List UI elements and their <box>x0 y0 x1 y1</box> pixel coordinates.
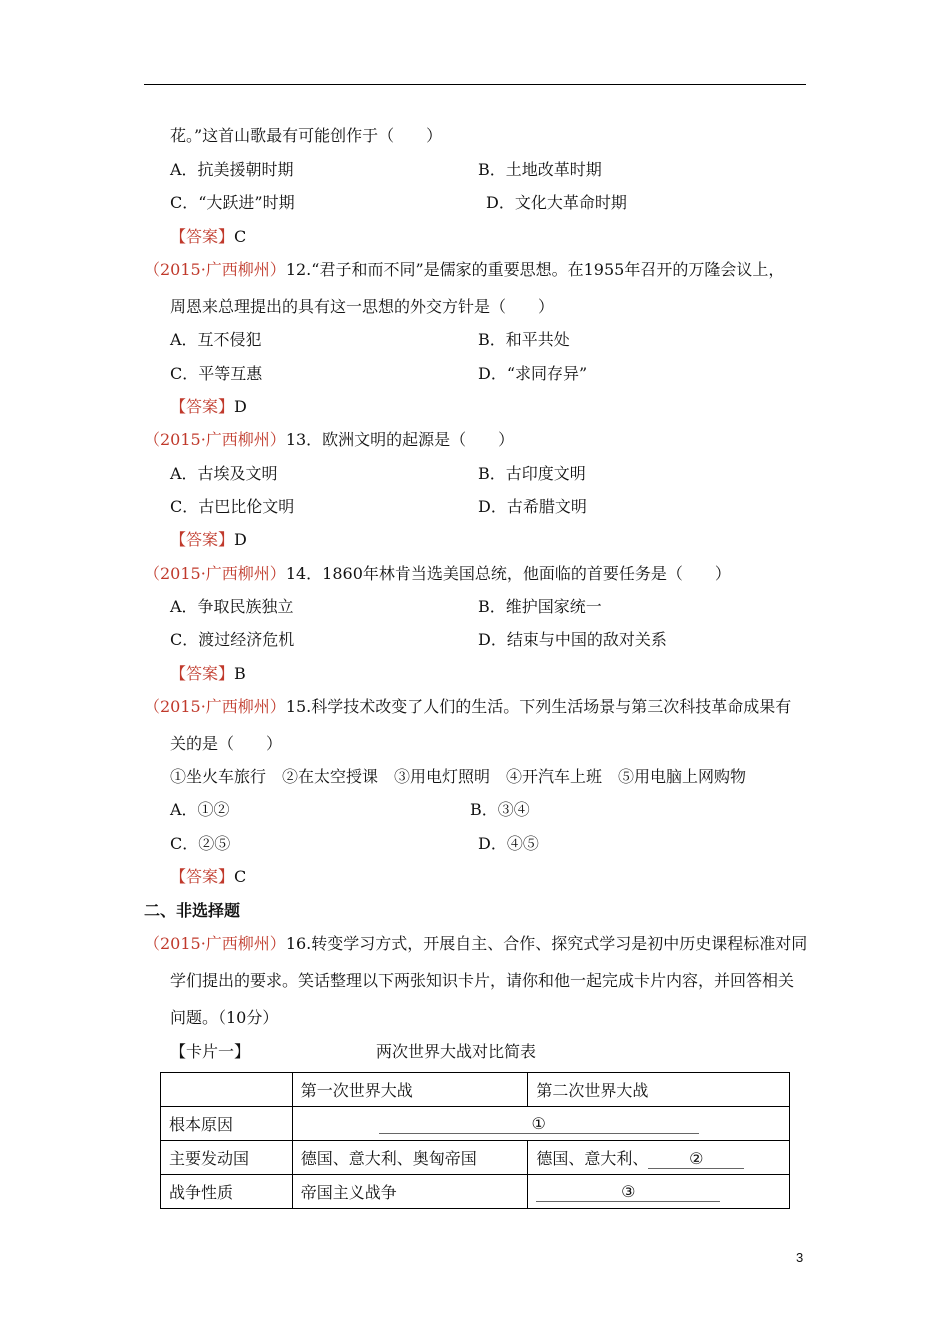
question-source: （2015·广西柳州） <box>144 697 286 716</box>
q13-option-a: A．古埃及文明 <box>170 464 278 483</box>
table-header-cell: 第一次世界大战 <box>292 1073 528 1107</box>
q12-stem-text: 12.“君子和而不同”是儒家的重要思想。在1955年召开的万隆会议上， <box>285 260 785 279</box>
question-source: （2015·广西柳州） <box>144 934 286 953</box>
q13-option-b: B．古印度文明 <box>478 464 586 483</box>
q14-option-c: C．渡过经济危机 <box>170 630 295 649</box>
row-label: 战争性质 <box>161 1175 293 1209</box>
q11-option-b: B．土地改革时期 <box>478 160 602 179</box>
card-label: 【卡片一】 <box>170 1042 251 1061</box>
q14-option-d: D．结束与中国的敌对关系 <box>478 630 667 649</box>
q14-stem-text: 14．1860年林肯当选美国总统，他面临的首要任务是（ ） <box>285 564 731 583</box>
q16-stem-line1 <box>144 934 807 954</box>
q12-stem-line2: 周恩来总理提出的具有这一思想的外交方针是（ ） <box>170 297 555 316</box>
table-header-cell <box>161 1073 293 1107</box>
fill-blank-2[interactable]: ② <box>648 1150 744 1169</box>
answer-value: C <box>234 867 247 886</box>
q13-option-c: C．古巴比伦文明 <box>170 497 295 516</box>
q12-stem-line1 <box>144 260 784 280</box>
question-source: （2015·广西柳州） <box>144 260 286 279</box>
q12-option-c: C．平等互惠 <box>170 364 263 383</box>
q11-option-a: A．抗美援朝时期 <box>170 160 294 179</box>
answer-value: C <box>234 227 247 246</box>
answer-label: 【答案】 <box>170 227 235 246</box>
q11-stem: 花。”这首山歌最有可能创作于（ ） <box>170 126 443 145</box>
answer-label: 【答案】 <box>170 530 235 549</box>
table-cell: 德国、意大利、奥匈帝国 <box>292 1141 528 1175</box>
q16-stem-line3: 问题。（10分） <box>170 1008 279 1027</box>
table-cell <box>528 1175 790 1209</box>
q15-option-d: D．④⑤ <box>478 834 539 853</box>
q16-stem-line2: 学们提出的要求。笑话整理以下两张知识卡片，请你和他一起完成卡片内容，并回答相关 <box>170 971 795 990</box>
answer-label: 【答案】 <box>170 397 235 416</box>
row-label: 主要发动国 <box>161 1141 293 1175</box>
q12-option-d: D．“求同存异” <box>478 364 588 383</box>
header-rule <box>144 84 806 85</box>
q14-option-b: B．维护国家统一 <box>478 597 602 616</box>
answer-label: 【答案】 <box>170 867 235 886</box>
page-number: 3 <box>796 1250 804 1265</box>
table-row <box>161 1107 790 1141</box>
q14-answer <box>170 664 246 684</box>
q13-stem-text: 13．欧洲文明的起源是（ ） <box>285 430 515 449</box>
q15-stem-line1 <box>144 697 791 717</box>
q11-option-d: D．文化大革命时期 <box>486 193 627 212</box>
question-source: （2015·广西柳州） <box>144 564 286 583</box>
q15-stem-text: 15.科学技术改变了人们的生活。下列生活场景与第三次科技革命成果有 <box>285 697 792 716</box>
q13-stem <box>144 430 514 450</box>
q14-option-a: A．争取民族独立 <box>170 597 294 616</box>
answer-value: D <box>234 530 247 549</box>
q16-stem-text: 16.转变学习方式，开展自主、合作、探究式学习是初中历史课程标准对同 <box>285 934 808 953</box>
table-header-row <box>161 1073 790 1107</box>
fill-blank-cell <box>292 1107 789 1141</box>
row-label: 根本原因 <box>161 1107 293 1141</box>
answer-label: 【答案】 <box>170 664 235 683</box>
q15-option-b: B．③④ <box>470 800 530 819</box>
q11-answer <box>170 227 246 247</box>
q12-answer <box>170 397 247 417</box>
fill-blank-1[interactable]: ① <box>379 1115 699 1134</box>
question-source: （2015·广西柳州） <box>144 430 286 449</box>
fill-blank-3[interactable]: ③ <box>536 1183 720 1202</box>
table-header-cell: 第二次世界大战 <box>528 1073 790 1107</box>
q11-option-c: C．“大跃进”时期 <box>170 193 295 212</box>
q14-stem <box>144 564 731 584</box>
card-title: 两次世界大战对比简表 <box>376 1042 537 1061</box>
table-cell: 帝国主义战争 <box>292 1175 528 1209</box>
q12-option-a: A．互不侵犯 <box>170 330 262 349</box>
answer-value: B <box>234 664 246 683</box>
q15-option-a: A．①② <box>170 800 230 819</box>
q13-answer <box>170 530 247 550</box>
q13-option-d: D．古希腊文明 <box>478 497 587 516</box>
q15-option-c: C．②⑤ <box>170 834 231 853</box>
comparison-table <box>160 1072 790 1209</box>
q15-items: ①坐火车旅行 ②在太空授课 ③用电灯照明 ④开汽车上班 ⑤用电脑上网购物 <box>170 767 747 786</box>
table-cell <box>528 1141 790 1175</box>
q12-option-b: B．和平共处 <box>478 330 570 349</box>
table-row <box>161 1175 790 1209</box>
answer-value: D <box>234 397 247 416</box>
table-row <box>161 1141 790 1175</box>
cell-text: 德国、意大利、 <box>536 1149 649 1168</box>
section-title: 二、非选择题 <box>144 901 241 920</box>
q15-answer <box>170 867 246 887</box>
q15-stem-line2: 关的是（ ） <box>170 734 283 753</box>
